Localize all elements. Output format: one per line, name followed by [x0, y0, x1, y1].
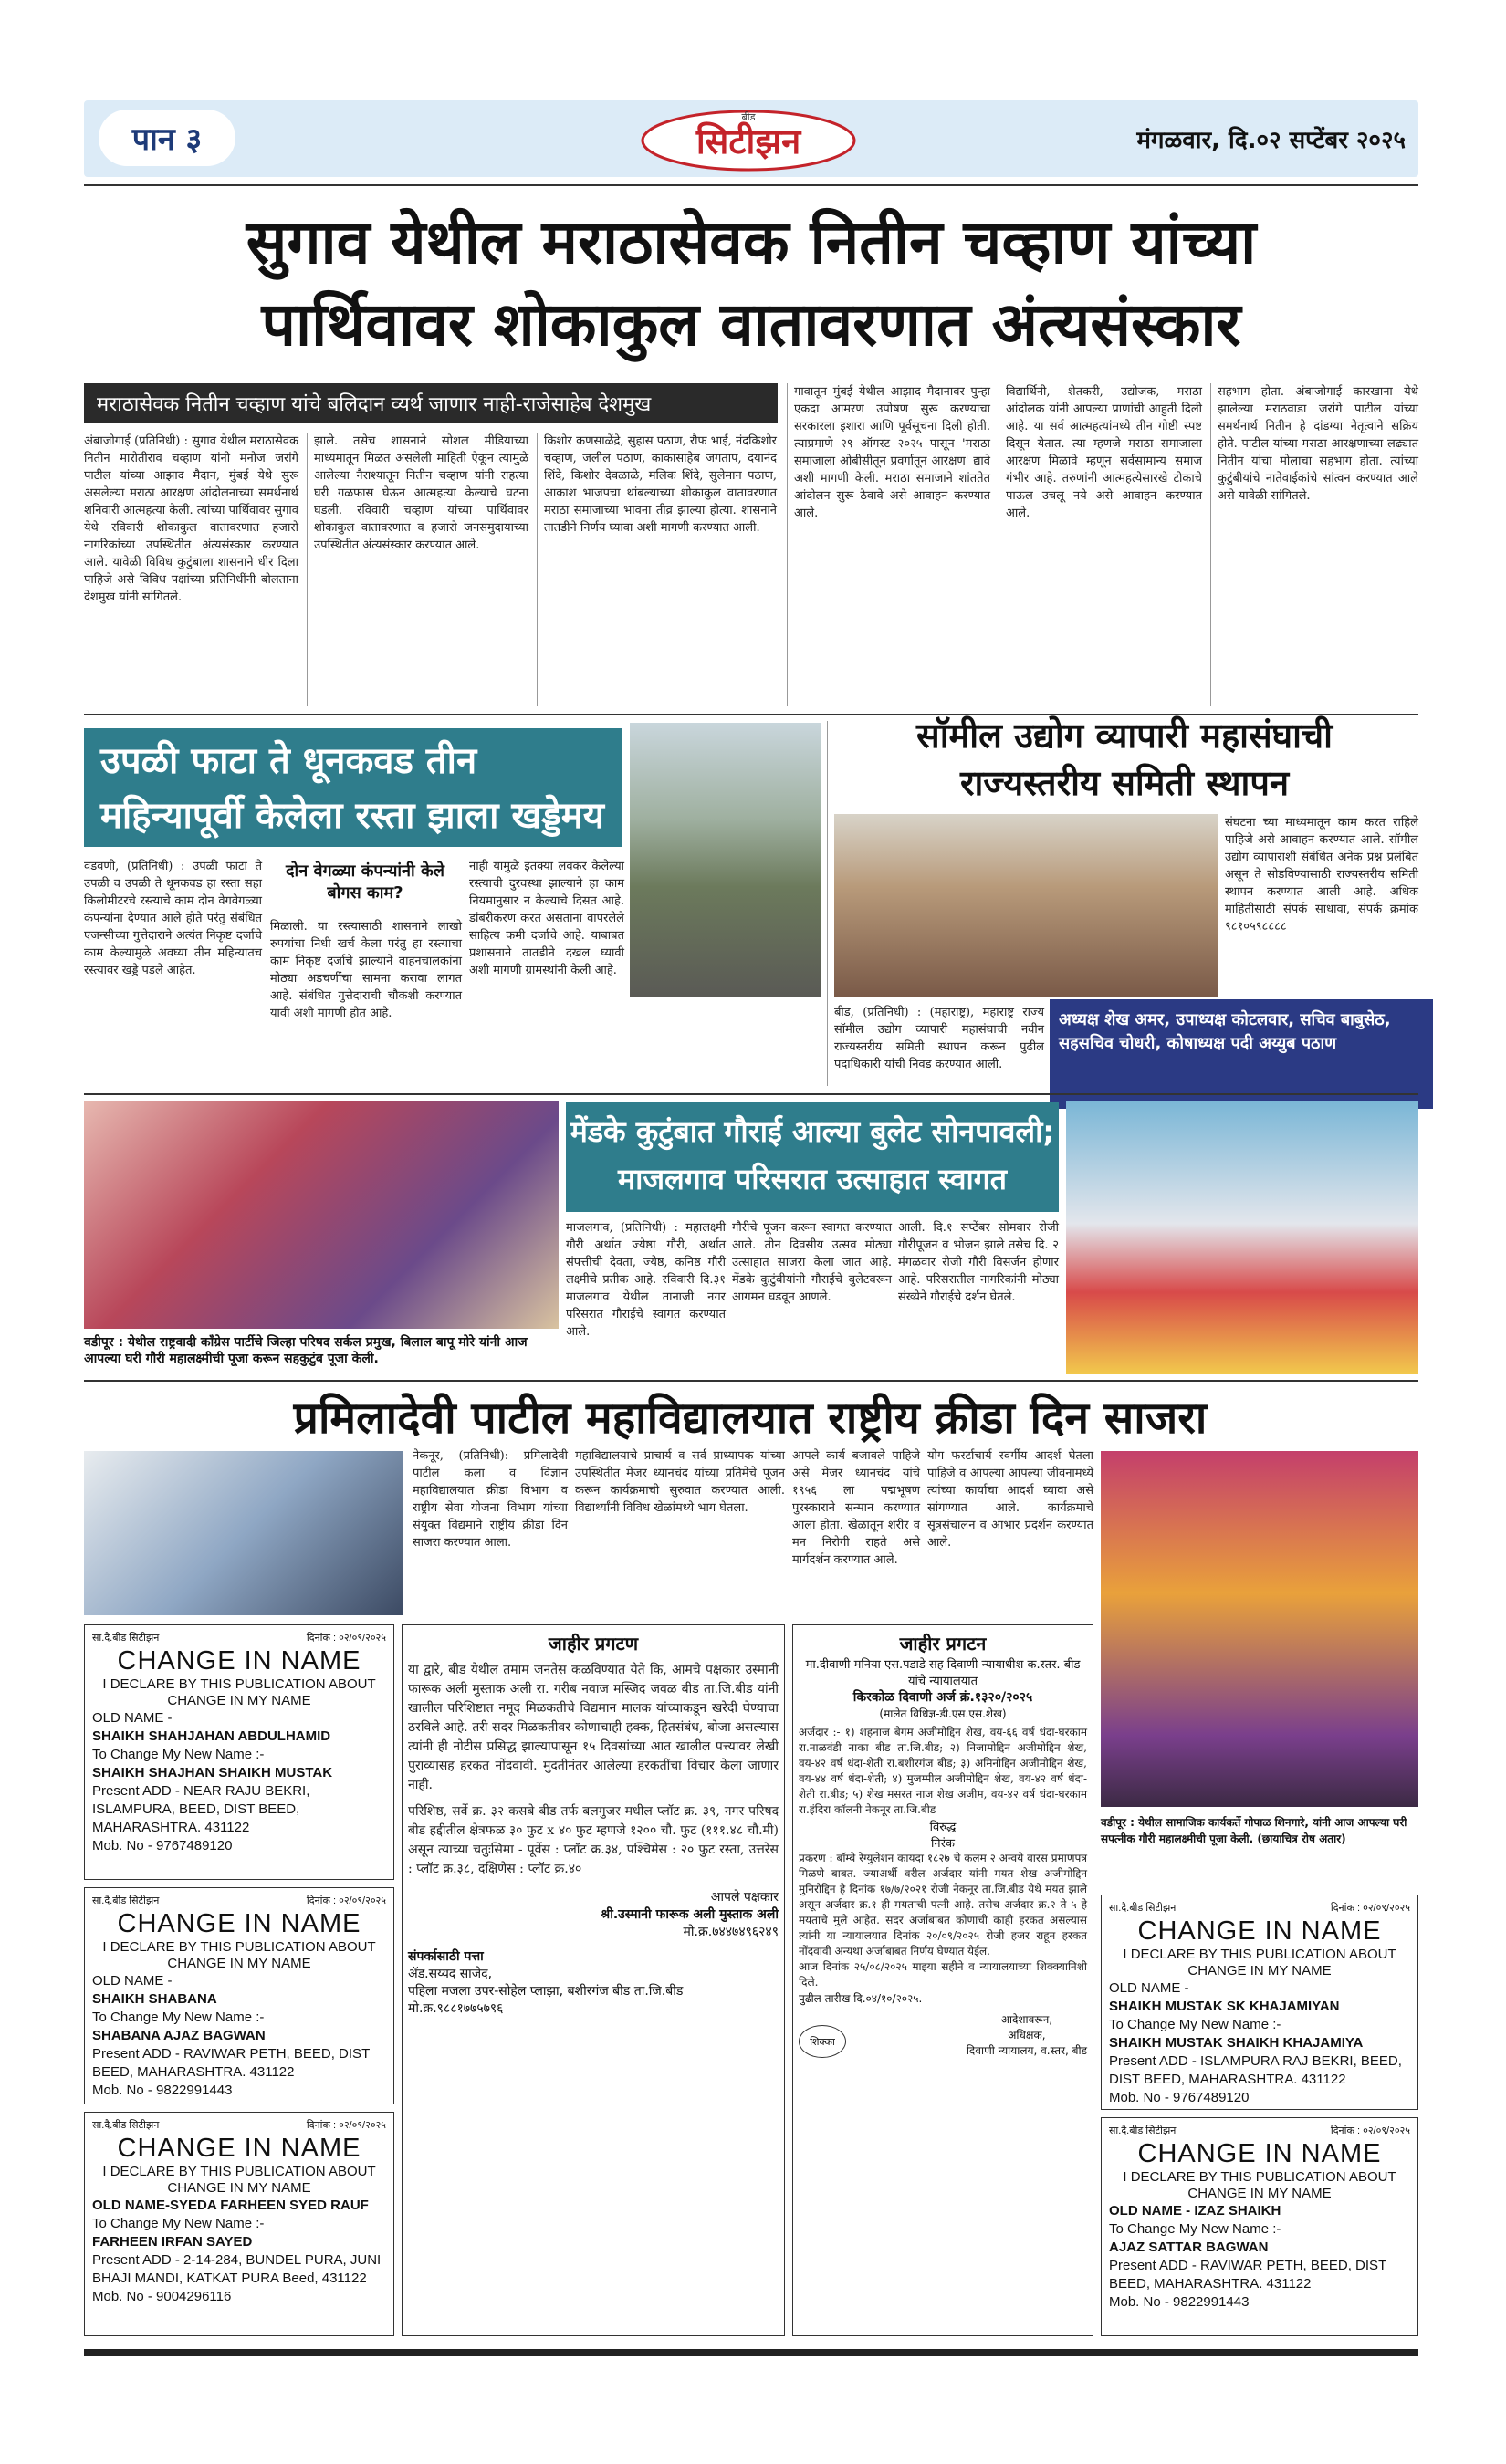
column-divider: [537, 433, 538, 706]
column-divider: [827, 721, 828, 1086]
name-change-notice: [84, 1624, 394, 1880]
notice-mobile: Mob. No - 9767489120: [1109, 2090, 1250, 2105]
contact-label: संपर्कासाठी पत्ता: [408, 1949, 484, 1964]
sports-column-4: योग फर्स्टाचार्य स्वर्गीय आदर्श घेतला पाहिजे व आपल्या आपल्या जीवनामध्ये त्यांच्या कार्याचा आदर्श घ्यावा असे सांगण्यात आले. कार्यक्रमाचे सूत्रसंचालन व आभार प्रदर्शन करण्यात आले.: [927, 1449, 1093, 1550]
lead-column-4: गावातून मुंबई येथील आझाद मैदानावर पुन्हा एकदा आमरण उपोषण सुरू करण्याचा सरकारला इशारा आणि पूर्वसूचना दिली होती. त्याप्रमाणे २९ ऑगस्ट २०२५ पासून 'मराठा समाजाला ओबीसीतून प्रवर्गातून आरक्षण' द्यावे अशी मागणी केली. मराठा समाजाने शांततेत आंदोलन सुरू ठेवावे असे आवाहन करण्यात आले.: [794, 385, 990, 520]
column-divider: [1210, 383, 1211, 706]
sports-column-3: आपले कार्य बजावले पाहिजे असे मेजर ध्यानचंद यांचे १९५६ ला पद्मभूषण पुरस्काराने सन्मान करण्यात आला होता. खेळातून शरीर व मन निरोगी राहते असे मार्गदर्शन करण्यात आले.: [792, 1449, 920, 1567]
office-label: आदेशावरून,: [1000, 2013, 1053, 2026]
notice-new-name: FARHEEN IRFAN SAYED: [92, 2234, 253, 2250]
lead-column-5: विद्यार्थिनी, शेतकरी, उद्योजक, मराठा आंदोलक यांनी आपल्या प्राणांची आहुती दिली आहे. या सर्व आत्महत्यांमध्ये तीन गोष्टी स्पष्ट दिसून येतात. त्या म्हणजे मराठा समाजाला आरक्षण मिळावे म्हणून सर्वसामान्य समाज गंभीर आहे. तरुणांनी आत्महत्येसारखे टोकाचे पाऊल उचलू नये असे आवाहन करण्यात आले.: [1006, 385, 1202, 520]
column-divider: [307, 433, 308, 706]
issued-statement: आज दिनांक २५/०८/२०२५ माझ्या सहीने व न्यायालयाच्या शिक्क्यानिशी दिले.: [799, 1960, 1087, 1989]
notice-mobile: Mob. No - 9822991443: [92, 2083, 233, 2098]
mende-headline-line1: मेंडके कुटुंबात गौराई आल्या बुलेट सोनपावली;: [570, 1114, 1055, 1149]
rule: [84, 1380, 1418, 1382]
notice-new-name: SHAIKH MUSTAK SHAIKH KHAJAMIYA: [1109, 2035, 1364, 2051]
notice-old-label: OLD NAME -: [1109, 2203, 1191, 2219]
notice-new-name: SHAIKH SHAJHAN SHAIKH MUSTAK: [92, 1765, 333, 1780]
notice-new-label: To Change My New Name :-: [92, 2010, 265, 2025]
mende-headline-line2: माजलगाव परिसरात उत्साहात स्वागत: [617, 1162, 1008, 1196]
road-photo: [630, 723, 821, 997]
notice-old-label: OLD NAME -: [1109, 1980, 1189, 1996]
lead-headline-line1: सुगाव येथील मराठासेवक नितीन चव्हाण यांच्या: [246, 206, 1257, 277]
sports-column-1: नेकनूर, (प्रतिनिधी): प्रमिलादेवी पाटील कला व विज्ञान महाविद्यालयात क्रीडा विभाग व राष्ट्रीय सेवा योजना विभाग यांच्या संयुक्त विद्यमाने राष्ट्रीय क्रीडा दिन साजरा करण्यात आला.: [413, 1449, 568, 1550]
road-headline-line1: उपळी फाटा ते धूनकवड तीन: [100, 740, 477, 782]
notice-declaration: I DECLARE BY THIS PUBLICATION ABOUT CHANGE IN MY NAME: [1123, 1947, 1396, 1979]
name-change-notice: [84, 2112, 394, 2336]
footer-rule: [84, 2349, 1418, 2356]
notice-paper: सा.दै.बीड सिटीझन: [92, 1633, 160, 1644]
notice-old-name: SHAIKH SHAHJAHAN ABDULHAMID: [92, 1728, 331, 1744]
case-number: किरकोळ दिवाणी अर्ज क्रं.१३२०/२०२५: [852, 1690, 1033, 1705]
lead-subhead: मराठासेवक नितीन चव्हाण यांचे बलिदान व्यर्थ जाणार नाही-राजेसाहेब देशमुख: [84, 383, 778, 423]
mende-column-2: गौरीचे पूजन करून स्वागत करण्यात आले. तीन दिवसीय उत्सव मोठ्या उत्साहात साजरा केला जात आहे. मेंडके कुटुंबीयांनी गौराईचे बुलेटवरून आगमन घडवून आणले.: [732, 1221, 892, 1304]
notice-old-name: SHAIKH SHABANA: [92, 1991, 217, 2007]
gauri-puja-photo: [1101, 1451, 1418, 1807]
applicants-list: अर्जदार :- १) शहनाज बेगम अजीमोद्दिन शेख, वय-६६ वर्ष धंदा-घरकाम रा.नाळवंडी नाका बीड ता.जि.बीड; २) निजामोद्दिन अजीमोद्दिन शेख, वय-४२ वर्ष धंदा-शेती रा.बशीरगंज बीड; ३) अमिनोद्दिन अजीमोद्दिन शेख, वय-४४ वर्ष धंदा-शेती; ४) मुजम्मील अजीमोद्दिन शेख, वय-४२ वर्ष धंदा-शेती रा.बीड; ५) शेख मसरत नाज शेख अजीम, वय-४२ वर्ष धंदा-घरकाम रा.इंदिरा कॉलनी नेकनूर ता.जि.बीड: [799, 1726, 1087, 1816]
notice-address: Present ADD - NEAR RAJU BEKRI, ISLAMPURA, BEED, DIST BEED, MAHARASHTRA. 431122: [92, 1783, 310, 1835]
next-hearing-date: पुढील तारीख दि.०४/१०/२०२५.: [799, 1992, 923, 2005]
advocate-mobile: मो.क्र.९८८१७७५७९६: [408, 2001, 504, 2016]
masthead-name: सिटीझन: [695, 121, 801, 162]
notice-title: CHANGE IN NAME: [117, 1646, 361, 1676]
samil-headline-line1: सॉमील उद्योग व्यापारी महासंघाची: [916, 715, 1333, 756]
sports-column-2: महाविद्यालयाचे प्राचार्य व सर्व प्राध्यापक यांच्या उपस्थितीत मेजर ध्यानचंद यांच्या प्रतिमेचे पूजन करून कार्यक्रमाची सुरुवात करण्यात आली. विद्यार्थ्यांनी विविध खेळांमध्ये भाग घेतला.: [575, 1449, 785, 1515]
samil-meeting-photo: [834, 814, 1218, 997]
notice-title: CHANGE IN NAME: [1137, 1916, 1382, 1946]
notice-title: CHANGE IN NAME: [117, 2134, 361, 2163]
public-notice-body: या द्वारे, बीड येथील तमाम जनतेस कळविण्यात येते कि, आमचे पक्षकार उस्मानी फारूक अली मुस्ताक अली रा. गरीब नवाज मस्जिद जवळ बीड ता.जि.बीड यांनी खालील परिशिष्टात नमूद मिळकतीचे विद्यमान मालक यांच्याकडून खरेदी घेण्याचा ठरविले आहे. तरी सदर मिळकतीवर कोणाचाही हक्क, हितसंबंध, बोजा असल्यास त्यांनी ही नोटीस प्रसिद्ध झाल्यापासून १५ दिवसांच्या आत खालील पत्त्यावर लेखी पुराव्यासह हरकत नोंदवावी. मुदतीनंतर आलेल्या हरकतींचा विचार केला जाणार नाही.: [408, 1663, 779, 1792]
notice-declaration: I DECLARE BY THIS PUBLICATION ABOUT CHANGE IN MY NAME: [1123, 2169, 1396, 2201]
name-change-notice: [1101, 1895, 1418, 2110]
mende-column-1: माजलगाव, (प्रतिनिधी) : महालक्ष्मी गौरी अर्थात ज्येष्ठा गौरी, अर्थात संपत्तीची देवता, ज्येष्ठ, कनिष्ठ गौरी लक्ष्मीचे प्रतीक आहे. रविवारी दि.३१ माजलगाव येथील तानाजी नगर परिसरात गौराईचे स्वागत करण्यात आले.: [566, 1221, 726, 1339]
road-headline: [84, 728, 622, 847]
road-sidebox: दोन वेगळ्या कंपन्यांनी केले बोगस काम?: [285, 861, 444, 903]
notice-new-name: SHABANA AJAZ BAGWAN: [92, 2028, 266, 2043]
mende-headline: [566, 1102, 1059, 1212]
samil-headline: [832, 712, 1417, 807]
notice-paper: सा.दै.बीड सिटीझन: [92, 1895, 160, 1906]
notice-date: दिनांक : ०२/०९/२०२५: [306, 2120, 386, 2131]
advocate-name: ॲड.सय्यद साजेद,: [408, 1967, 493, 1981]
public-notice-schedule: परिशिष्ठ, सर्वे क्र. ३२ कसबे बीड तर्फ बलगुजर मधील प्लॉट क्र. ३९, नगर परिषद बीड हद्दीतील क्षेत्रफळ ३० फुट x ४० फुट म्हणजे १२०० चौ. फुट (१११.४८ चौ.मी) असून त्याच्या चतुःसिमा - पूर्वेस : प्लॉट क्र.३४, पश्चिमेस : २० फुट रस्ता, उत्तरेस : प्लॉट क्र.३८, दक्षिणेस : प्लॉट क्र.४०: [408, 1804, 779, 1876]
case-subtitle: (मालेत विधिज्ञ-डी.एस.एस.शेख): [879, 1707, 1007, 1720]
road-column-2: मिळाली. या रस्त्यासाठी शासनाने लाखो रुपयांचा निधी खर्च केला परंतु हा रस्त्याचा काम निकृष्ट दर्जाचे झाल्याने वाहनचालकांना मोठ्या अडचणींचा सामना करावा लागत आहे. संबंधित गुत्तेदाराची चौकशी करण्यात यावी अशी मागणी होत आहे.: [270, 920, 462, 1020]
notice-mobile: Mob. No - 9004296116: [92, 2289, 232, 2304]
column-divider: [787, 383, 788, 706]
client-label: आपले पक्षकार: [710, 1890, 779, 1905]
notice-old-label: OLD NAME -: [92, 1710, 173, 1726]
advocate-address: पहिला मजला उपर-सोहेल प्लाझा, बशीरगंज बीड ता.जि.बीड: [408, 1984, 684, 1999]
client-mobile: मो.क्र.७४४७४९६२४९: [683, 1925, 779, 1939]
samil-headline-line2: राज्यस्तरीय समिती स्थापन: [959, 763, 1290, 803]
respondent-nil: निरंक: [931, 1837, 955, 1851]
notice-title: CHANGE IN NAME: [1137, 2139, 1382, 2168]
notice-address: Present ADD - 2-14-284, BUNDEL PURA, JUNI BHAJI MANDI, KATKAT PURA Beed, 431122: [92, 2252, 382, 2286]
lead-column-6: सहभाग होता. अंबाजोगाई कारखाना येथे झालेल्या मराठवाडा जरांगे पाटील यांच्या समर्थनार्थ नितीन हे दांडग्या नेतृत्वाने सक्रिय होते. पाटील यांच्या मराठा आरक्षणाच्या लढ्यात नितीन यांचा मोलाचा सहभाग होता. त्यांच्या कुटुंबीयांचे नातेवाईकांचे सांत्वन करण्यात आले असे यावेळी सांगितले.: [1218, 385, 1418, 503]
lead-column-1: अंबाजोगाई (प्रतिनिधी) : सुगाव येथील मराठासेवक नितीन मारोतीराव चव्हाण यांनी मनोज जरांगे पाटील यांच्या आझाद मैदान, मुंबई येथे सुरू असलेल्या मराठा आरक्षण आंदोलनाच्या समर्थनार्थ शनिवारी आत्महत्या केली. त्यांच्या पार्थिवावर सुगाव येथे रविवारी शोकाकुल वातावरणात हजारो नागरिकांच्या उपस्थितीत अंत्यसंस्कार करण्यात आले. यावेळी विविध कुटुंबाला शासनाने धीर दिला पाहिजे असे विविध पक्षांच्या प्रतिनिधींनी बोलताना देशमुख यांनी सांगितले.: [84, 434, 298, 604]
road-column-3: नाही यामुळे इतक्या लवकर केलेल्या रस्त्याची दुरवस्था झाल्याने हा काम नियमानुसार न केल्याचे दिसत आहे. डांबरीकरण करत असताना वापरलेले साहित्य कमी दर्जाचे आहे. याबाबत प्रशासनाने तातडीने दखल घ्यावी अशी मागणी ग्रामस्थांनी केली आहे.: [469, 860, 624, 977]
notice-paper: सा.दै.बीड सिटीझन: [92, 2120, 160, 2131]
notice-address: Present ADD - RAVIWAR PETH, BEED, DIST BEED, MAHARASHTRA. 431122: [92, 2046, 370, 2080]
notice-address: Present ADD - RAVIWAR PETH, BEED, DIST BEED, MAHARASHTRA. 431122: [1109, 2258, 1386, 2292]
versus-label: विरुद्ध: [929, 1821, 957, 1834]
notice-paper: सा.दै.बीड सिटीझन: [1109, 2125, 1177, 2136]
masthead-city: बीड: [741, 111, 756, 123]
notice-declaration: I DECLARE BY THIS PUBLICATION ABOUT CHANGE IN MY NAME: [102, 1939, 376, 1971]
gauri-photo-caption: वडीपूर : येथील राष्ट्रवादी काँग्रेस पार्टीचे जिल्हा परिषद सर्कल प्रमुख, बिलाल बापू मोरे यांनी आज आपल्या घरी गौरी महालक्ष्मीची पूजा करून सहकुटुंब पूजा केली.: [84, 1335, 528, 1366]
name-change-notice: [1101, 2117, 1418, 2336]
lead-headline-line2: पार्थिवावर शोकाकुल वातावरणात अंत्यसंस्कार: [261, 288, 1241, 360]
notice-new-label: To Change My New Name :-: [1109, 2221, 1281, 2237]
notice-new-name: AJAZ SATTAR BAGWAN: [1109, 2240, 1269, 2255]
client-name: श्री.उस्मानी फारूक अली मुस्ताक अली: [601, 1907, 779, 1922]
notice-title: CHANGE IN NAME: [117, 1909, 361, 1938]
notice-mobile: Mob. No - 9767489120: [92, 1838, 233, 1853]
notice-new-label: To Change My New Name :-: [92, 1747, 265, 1762]
notice-old-label: OLD NAME-: [92, 2198, 170, 2213]
lead-column-3: किशोर कणसाळेंद्रे, सुहास पठाण, रौफ भाई, नंदकिशोर चव्हाण, जलील पठाण, काकासाहेब जगताप, दयानंद शिंदे, किशोर देवळाळे, मलिक शिंदे, सुलेमान पठाण, आकाश भाजपचा थांबल्याच्या शोकाकुल वातावरणात मराठा समाजाच्या भावना तीव्र झाल्या होत्या. शासनाने तातडीने निर्णय घ्यावा अशी मागणी करण्यात आली.: [544, 434, 777, 535]
mende-column-3: आली. दि.१ सप्टेंबर सोमवार रोजी गौरीपूजन व भोजन झाले तसेच दि. २ मंगळवार रोजी गौरी विसर्जन होणार आहे. परिसरातील नागरिकांनी मोठ्या संख्येने गौराईचे दर्शन घेतले.: [898, 1221, 1059, 1304]
samil-office-bearers-box: अध्यक्ष शेख अमर, उपाध्यक्ष कोटलवार, सचिव बाबुसेठ, सहसचिव चोधरी, कोषाध्यक्ष पदी अय्युब पठाण: [1050, 999, 1433, 1109]
notice-date: दिनांक : ०२/०९/२०२५: [306, 1633, 386, 1644]
newspaper-logo: [639, 104, 858, 173]
notice-address: Present ADD - ISLAMPURA RAJ BEKRI, BEED, DIST BEED, MAHARASHTRA. 431122: [1109, 2053, 1402, 2087]
rule: [84, 1093, 1418, 1095]
lead-column-2: झाले. तसेच शासनाने सोशल मीडियाच्या माध्यमातून मिळत असलेली माहिती ऐकून त्यामुळे आलेल्या नैराश्यातून नितीन चव्हाण यांनी राहत्या घरी गळफास घेऊन आत्महत्या केल्याचे घटना घडली. रविवारी चव्हाण यांच्या पार्थिवावर शोकाकुल वातावरणात व हजारो जनसमुदायाच्या उपस्थितीत अंत्यसंस्कार करण्यात आले.: [314, 434, 528, 552]
gauri-puja-caption: वडीपूर : येथील सामाजिक कार्यकर्ते गोपाळ शिनगारे, यांनी आज आपल्या घरी सपत्नीक गौरी महालक्ष्मीची पूजा केली. (छायाचित्र रोष अतार): [1101, 1816, 1407, 1845]
notice-old-name: SYEDA FARHEEN SYED RAUF: [170, 2198, 369, 2213]
notice-mobile: Mob. No - 9822991443: [1109, 2294, 1250, 2310]
notice-date: दिनांक : ०२/०९/२०२५: [1330, 2125, 1410, 2136]
notice-declaration: I DECLARE BY THIS PUBLICATION ABOUT CHANGE IN MY NAME: [102, 1676, 376, 1708]
court-name: मा.दीवाणी मनिया एस.पडाडे सह दिवाणी न्यायाधीश क.स्तर. बीड यांचे न्यायालयात: [805, 1658, 1081, 1688]
road-headline-line2: महिन्यापूर्वी केलेला रस्ता झाला खड्डेमय: [100, 795, 604, 837]
sports-headline: प्रमिलादेवी पाटील महाविद्यालयात राष्ट्रीय क्रीडा दिन साजरा: [293, 1393, 1208, 1444]
public-notice-court: [792, 1624, 1093, 2336]
issue-date: मंगळवार, दि.०२ सप्टेंबर २०२५: [1136, 127, 1406, 154]
notice-date: दिनांक : ०२/०९/२०२५: [306, 1895, 386, 1906]
notice-paper: सा.दै.बीड सिटीझन: [1109, 1903, 1177, 1914]
court-seal: शिक्का: [799, 2025, 846, 2058]
court-notice-body: प्रकरण : बॉम्बे रेग्युलेशन कायदा १८२७ चे कलम २ अन्वये वारस प्रमाणपत्र मिळणे बाबत. ज्याअर्थी वरील अर्जदार यांनी मयत शेख अजीमोद्दिन मुनिरोद्दिन हे दिनांक १७/७/२०२१ रोजी नेकनूर ता.जि.बीड येथे मयत झाले असून अर्जदार क्र.१ ही मयताची पत्नी आहे. तसेच अर्जदार क्र.२ ते ५ हे मयताचे मुले आहेत. सदर अर्जाबाबत कोणाची काही हरकत असल्यास त्यांनी या न्यायालयात दिनांक २०/०९/२०२५ रोजी हजर राहून हरकत नोंदवावी अन्यथा अर्जाबाबत निर्णय घेण्यात येईल.: [799, 1852, 1087, 1958]
notice-new-label: To Change My New Name :-: [1109, 2017, 1281, 2032]
page-number-tag: पान ३: [99, 110, 235, 166]
public-notice-title: जाहीर प्रगटण: [548, 1633, 639, 1655]
notice-date: दिनांक : ०२/०९/२०२५: [1330, 1903, 1410, 1914]
office-court: दिवाणी न्यायालय, व.स्तर, बीड: [966, 2044, 1087, 2057]
office-title: अधिक्षक,: [1008, 2029, 1046, 2041]
samil-column-1: बीड, (प्रतिनिधी) : (महाराष्ट्र), महाराष्ट्र राज्य सॉमील उद्योग व्यापारी महासंघाची नवीन राज्यस्तरीय समिती स्थापन करून पुढील पदाधिकारी यांची निवड करण्यात आली.: [834, 1006, 1044, 1071]
public-notice-sale: [402, 1624, 785, 2336]
notice-old-name: IZAZ SHAIKH: [1194, 2203, 1281, 2219]
rule: [84, 184, 1418, 186]
name-change-notice: [84, 1887, 394, 2104]
notice-old-label: OLD NAME -: [92, 1973, 173, 1989]
gauri-family-photo: [84, 1101, 559, 1329]
samil-side-column: संघटना च्या माध्यमातून काम करत राहिले पाहिजे असे आवाहन करण्यात आले. सॉमील उद्योग व्यापाराशी संबंधित अनेक प्रश्न प्रलंबित असून ते सोडविण्यासाठी राज्यस्तरीय समिती स्थापन करण्यात आली आहे. अधिक माहितीसाठी संपर्क साधावा, संपर्क क्रमांक ९८१०५९८८८८: [1225, 816, 1418, 934]
court-notice-title: जाहीर प्रगटन: [899, 1633, 987, 1655]
notice-new-label: To Change My New Name :-: [92, 2216, 265, 2231]
road-column-1: वडवणी, (प्रतिनिधी) : उपळी फाटा ते उपळी व उपळी ते धूनकवड हा रस्ता सहा किलोमीटरचे रस्त्याचे काम दोन वेगवेगळ्या कंपन्यांना देण्यात आले होते परंतु संबंधित एजन्सीच्या गुत्तेदाराने अत्यंत निकृष्ट दर्जाचे काम केल्यामुळे अवघ्या तीन महिन्यातच रस्त्यावर खड्डे पडले आहेत.: [84, 860, 262, 977]
notice-old-name: SHAIKH MUSTAK SK KHAJAMIYAN: [1109, 1999, 1340, 2014]
gauri-bullet-photo: [1066, 1101, 1418, 1374]
sports-day-photo: [84, 1451, 403, 1615]
notice-declaration: I DECLARE BY THIS PUBLICATION ABOUT CHANGE IN MY NAME: [102, 2164, 376, 2196]
